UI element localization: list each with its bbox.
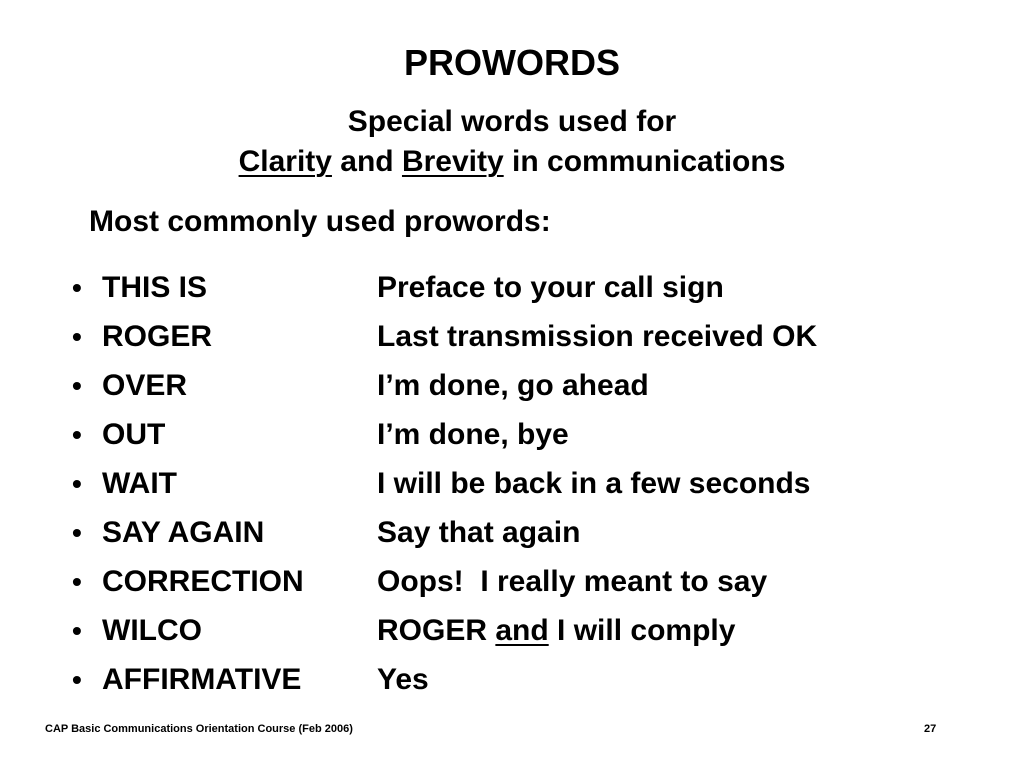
footer-page-number: 27 bbox=[924, 723, 937, 735]
subtitle-brevity: Brevity bbox=[401, 145, 504, 178]
proword-list bbox=[72, 266, 972, 707]
proword-term: OVER bbox=[102, 369, 188, 402]
meaning-underlined: and bbox=[495, 614, 549, 647]
proword-item bbox=[72, 511, 972, 560]
proword-term: SAY AGAIN bbox=[102, 516, 265, 549]
bullet-icon: • bbox=[72, 468, 82, 499]
proword-item bbox=[72, 658, 972, 707]
proword-item bbox=[72, 266, 972, 315]
footer-course-title: CAP Basic Communications Orientation Course (Feb 2006) bbox=[45, 723, 353, 735]
proword-term: THIS IS bbox=[102, 271, 208, 304]
subtitle-rest: in communications bbox=[503, 145, 786, 178]
bullet-icon: • bbox=[72, 566, 82, 597]
bullet-icon: • bbox=[72, 419, 82, 450]
proword-item bbox=[72, 560, 972, 609]
meaning-post: I will comply bbox=[548, 614, 736, 647]
intro-text: Most commonly used prowords: bbox=[89, 205, 551, 238]
proword-meaning: Preface to your call sign bbox=[377, 271, 724, 304]
bullet-icon: • bbox=[72, 370, 82, 401]
proword-term: OUT bbox=[102, 418, 166, 451]
proword-meaning: I’m done, go ahead bbox=[377, 369, 649, 402]
proword-item bbox=[72, 462, 972, 511]
subtitle-and: and bbox=[331, 145, 402, 178]
proword-meaning: Say that again bbox=[377, 516, 581, 549]
slide-title: PROWORDS bbox=[404, 42, 620, 83]
proword-meaning bbox=[377, 609, 735, 653]
proword-item bbox=[72, 609, 972, 658]
proword-meaning: Yes bbox=[377, 663, 429, 696]
bullet-icon: • bbox=[72, 517, 82, 548]
proword-item bbox=[72, 413, 972, 462]
proword-term: WILCO bbox=[102, 614, 202, 647]
proword-item bbox=[72, 315, 972, 364]
meaning-pre: ROGER bbox=[377, 614, 496, 647]
bullet-icon: • bbox=[72, 272, 82, 303]
bullet-icon: • bbox=[72, 321, 82, 352]
subtitle-line-2 bbox=[0, 142, 1024, 182]
bullet-icon: • bbox=[72, 615, 82, 646]
subtitle-line-1: Special words used for bbox=[347, 105, 677, 138]
proword-meaning: Last transmission received OK bbox=[377, 320, 818, 353]
proword-meaning: I will be back in a few seconds bbox=[377, 467, 811, 500]
proword-term: WAIT bbox=[102, 467, 177, 500]
proword-meaning: Oops! I really meant to say bbox=[377, 565, 768, 598]
proword-term: CORRECTION bbox=[102, 565, 304, 598]
proword-term: AFFIRMATIVE bbox=[102, 663, 302, 696]
subtitle-clarity: Clarity bbox=[238, 145, 332, 178]
slide-subtitle bbox=[0, 102, 1024, 182]
proword-item bbox=[72, 364, 972, 413]
proword-meaning: I’m done, bye bbox=[377, 418, 569, 451]
bullet-icon: • bbox=[72, 664, 82, 695]
proword-term: ROGER bbox=[102, 320, 213, 353]
